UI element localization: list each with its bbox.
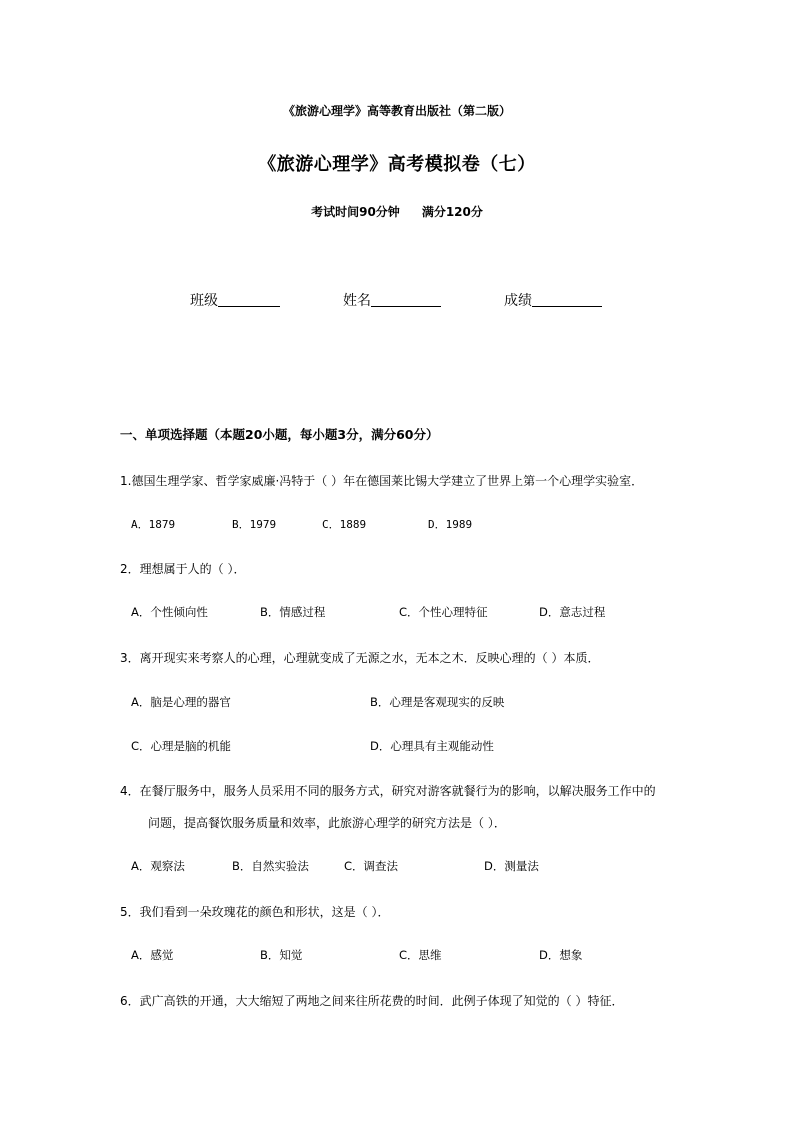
question-6: 6．武广高铁的开通，大大缩短了两地之间来往所花费的时间．此例子体现了知觉的（ ）特征． — [120, 994, 624, 1008]
q2-option-b: B．情感过程 — [260, 605, 326, 619]
class-field — [190, 290, 280, 310]
name-field — [343, 290, 441, 310]
q1-option-a: A．1879 — [131, 518, 176, 531]
q4-option-b: B．自然实验法 — [232, 859, 309, 873]
q5-option-a: A．感觉 — [131, 948, 174, 962]
question-3: 3．离开现实来考察人的心理，心理就变成了无源之水，无本之木．反映心理的（ ）本质． — [120, 651, 600, 665]
page-title: 《旅游心理学》高考模拟卷（七） — [258, 154, 536, 175]
exam-score: 满分120分 — [421, 205, 483, 219]
question-1: 1.德国生理学家、哲学家威廉·冯特于（ ）年在德国莱比锡大学建立了世界上第一个心理学实验室． — [120, 474, 644, 488]
section-title: 一、单项选择题（本题20小题，每小题3分，满分60分） — [120, 427, 439, 442]
q3-option-a: A．脑是心理的器官 — [131, 695, 231, 709]
name-label: 姓名 — [343, 293, 371, 309]
grade-field — [504, 290, 602, 310]
publisher-line: 《旅游心理学》高等教育出版社（第二版） — [282, 104, 511, 118]
name-blank[interactable] — [371, 292, 441, 307]
exam-time: 考试时间90分钟 — [311, 205, 400, 219]
q5-option-d: D．想象 — [539, 948, 583, 962]
q4-option-a: A．观察法 — [131, 859, 185, 873]
q4-option-d: D．测量法 — [484, 859, 539, 873]
q2-option-a: A．个性倾向性 — [131, 605, 208, 619]
question-4-line-2: 问题，提高餐饮服务质量和效率，此旅游心理学的研究方法是（ ）． — [148, 816, 506, 830]
q2-option-d: D．意志过程 — [539, 605, 606, 619]
q2-option-c: C．个性心理特征 — [399, 605, 488, 619]
q3-option-d: D．心理具有主观能动性 — [370, 739, 494, 753]
q3-option-c: C．心理是脑的机能 — [131, 739, 232, 753]
q4-option-c: C．调查法 — [344, 859, 399, 873]
class-blank[interactable] — [218, 292, 280, 307]
q1-option-b: B．1979 — [232, 518, 277, 531]
q5-option-b: B．知觉 — [260, 948, 303, 962]
exam-info — [0, 203, 794, 220]
question-5: 5．我们看到一朵玫瑰花的颜色和形状，这是（ ）． — [120, 905, 390, 919]
q5-option-c: C．思维 — [399, 948, 442, 962]
class-label: 班级 — [190, 293, 218, 309]
grade-label: 成绩 — [504, 293, 532, 309]
q3-option-b: B．心理是客观现实的反映 — [370, 695, 505, 709]
question-2: 2．理想属于人的（ ）． — [120, 562, 246, 576]
q1-option-d: D．1989 — [428, 518, 473, 531]
q1-option-c: C．1889 — [322, 518, 367, 531]
question-4-line-1: 4．在餐厅服务中，服务人员采用不同的服务方式，研究对游客就餐行为的影响，以解决服务工作中的 — [120, 784, 656, 798]
grade-blank[interactable] — [532, 292, 602, 307]
